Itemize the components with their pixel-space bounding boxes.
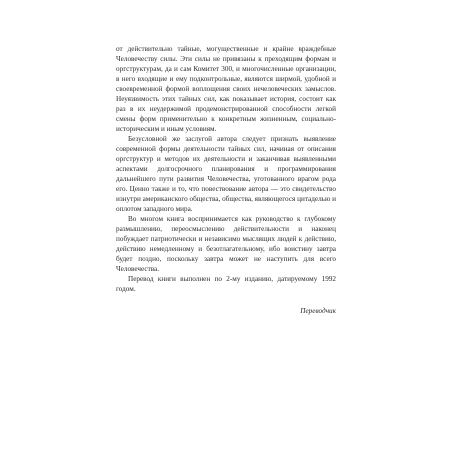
paragraph-1: от действительно тайные, могущественные и крайне враждебные Человечеству силы. Эти силы не привязаны к преходящим формам и оргструктурам, да и сам Комитет 300, и многочисленные организации, в него входящие и ему подконтрольные, являются ширмой, удобной и своевременной формой воплощения своих нечеловеческих замыслов. Неуязвимость этих тайных сил, как показывает история, состоит как раз в их неудержимой продемонстрированной способности легкой смены форм применительно к конкретным жизненным, социально-историческим и иным условиям.	[116, 45, 336, 133]
translator-signature: Переводчик	[300, 307, 336, 315]
document-page	[116, 44, 336, 316]
paragraph-2: Безусловной же заслугой автора следует признать выявление современной формы деятельности тайных сил, начиная от описания оргструктур и методов их деятельности и заканчивая выявленными аспектами долгосрочного планирования и программирования дальнейшего пути развития Человечества, уготованного врагом рода его. Ценно также и то, что повествование автора — это свидетельство изнутри американского общества, общества, являющегося цитаделью и оплотом западного мира.	[116, 135, 336, 213]
paragraph-3: Во многом книга воспринимается как руководство к глубокому размышлению, переосмыслению действительности и наконец побуждает патриотически и независимо мыслящих людей к действию, действию немедленному и безотлагательному, ибо воистину завтра будет поздно, поскольку завтра может не наступить для всего Человечества.	[116, 215, 336, 273]
paragraph-4: Перевод книги выполнен по 2-му изданию, датируемому 1992 годом.	[116, 275, 336, 293]
